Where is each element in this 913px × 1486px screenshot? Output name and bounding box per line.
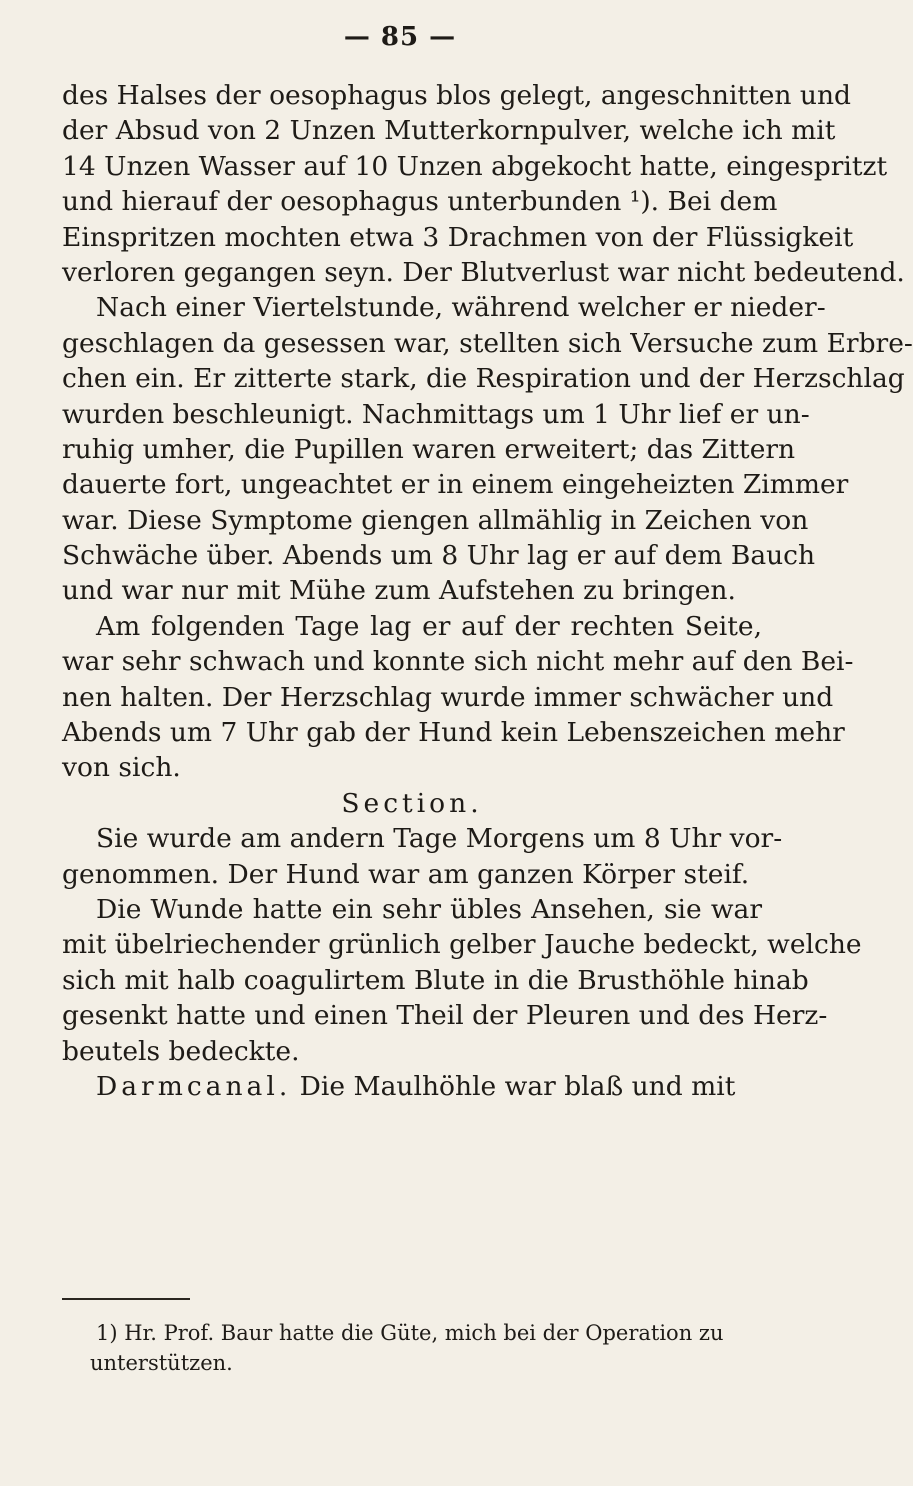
text-line: und war nur mit Mühe zum Aufstehen zu bringen. (62, 575, 736, 607)
text-line: Abends um 7 Uhr gab der Hund kein Lebenszeichen mehr (62, 717, 845, 749)
footnote (62, 1318, 762, 1378)
text-line: sich mit halb coagulirtem Blute in die Brusthöhle hinab (62, 964, 809, 996)
text-line: der Absud von 2 Unzen Mutterkornpulver, welche ich mit (62, 115, 836, 147)
footnote-line: 1) Hr. Prof. Baur hatte die Güte, mich bei der Operation zu (96, 1321, 724, 1345)
text-line: des Halses der oesophagus blos gelegt, angeschnitten und (62, 80, 851, 111)
text-line: genommen. Der Hund war am ganzen Körper steif. (62, 858, 750, 890)
text-line: von sich. (62, 752, 181, 784)
footnote-rule (62, 1298, 190, 1300)
text-line: gesenkt hatte und einen Theil der Pleuren und des Herz- (62, 1000, 828, 1032)
footnote-line: unterstützen. (90, 1351, 233, 1375)
main-text (62, 78, 913, 1104)
text-line: verloren gegangen seyn. Der Blutverlust war nicht bedeutend. (62, 256, 905, 288)
text-line: Einspritzen mochten etwa 3 Drachmen von der Flüssigkeit (62, 221, 854, 253)
text-line: chen ein. Er zitterte stark, die Respiration und der Herzschlag (62, 363, 905, 395)
text-line: ruhig umher, die Pupillen waren erweitert; das Zittern (62, 433, 796, 465)
text-line: war. Diese Symptome giengen allmählig in Zeichen von (62, 504, 809, 536)
text-line: nen halten. Der Herzschlag wurde immer schwächer und (62, 681, 834, 713)
text-line: Sie wurde am andern Tage Morgens um 8 Uhr vor- (96, 823, 783, 855)
section-heading: Section. (341, 787, 483, 819)
text-line: dauerte fort, ungeachtet er in einem eingeheizten Zimmer (62, 469, 849, 501)
subsection-label: Darmcanal. (96, 1070, 292, 1102)
text-line (62, 1069, 762, 1104)
text-line: Die Wunde hatte ein sehr übles Ansehen, sie war (96, 893, 762, 925)
text-line: beutels bedeckte. (62, 1035, 300, 1067)
text-line: Nach einer Viertelstunde, während welcher er nieder- (96, 292, 826, 324)
page-number: — 85 — (343, 22, 457, 52)
text-line: Am folgenden Tage lag er auf der rechten Seite, (96, 610, 762, 642)
text-line: war sehr schwach und konnte sich nicht mehr auf den Bei- (62, 646, 854, 678)
text-line: 14 Unzen Wasser auf 10 Unzen abgekocht hatte, eingespritzt (62, 150, 888, 182)
text-line: Schwäche über. Abends um 8 Uhr lag er auf dem Bauch (62, 540, 816, 572)
text-line: und hierauf der oesophagus unterbunden ¹). Bei dem (62, 186, 778, 218)
subsection-text: Die Maulhöhle war blaß und mit (291, 1070, 736, 1102)
text-line: geschlagen da gesessen war, stellten sich Versuche zum Erbre- (62, 327, 913, 359)
text-line: wurden beschleunigt. Nachmittags um 1 Uhr lief er un- (62, 398, 810, 430)
text-line: mit übelriechender grünlich gelber Jauche bedeckt, welche (62, 929, 862, 961)
